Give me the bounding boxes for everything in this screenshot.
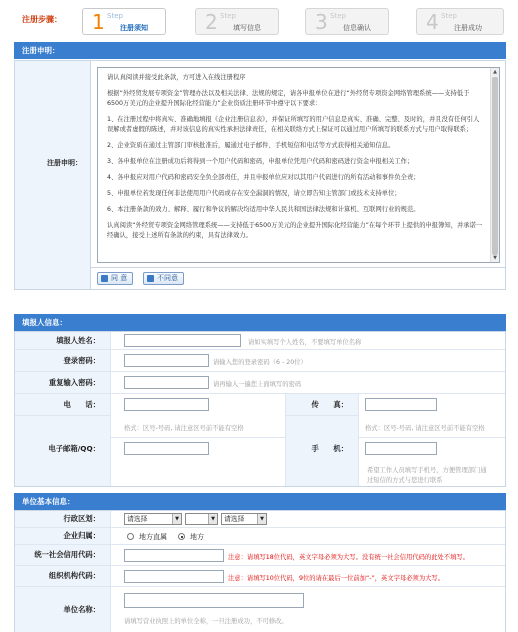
- filler-header: 填报人信息：: [14, 314, 506, 331]
- agreement-label: 注册申明：: [47, 159, 82, 167]
- credit-code-label: 统一社会信用代码：: [34, 550, 100, 559]
- region-blank-select[interactable]: [185, 513, 218, 525]
- password-input[interactable]: [124, 354, 209, 367]
- scrollbar-thumb[interactable]: [492, 77, 498, 255]
- disagree-button[interactable]: 不同意: [143, 272, 184, 285]
- password-confirm-label: 重复输入密码：: [48, 377, 100, 387]
- ownership-option-local: 地方: [190, 533, 204, 541]
- step-number: 2: [205, 10, 218, 34]
- filler-form: [14, 331, 506, 487]
- step-title: 注册成功: [454, 24, 482, 32]
- password-confirm-row: [15, 372, 505, 394]
- filler-name-hint: 请如实填写个人姓名，不要填写单位名称: [248, 339, 362, 346]
- unit-name-hint: 请填写营业执照上的单位全称，一旦注册成功，不可修改。: [124, 618, 288, 625]
- phone-fax-row: [15, 394, 505, 438]
- terms-paragraph: 5、申报单位若发现任何非法使用用户代码或存在安全漏洞的情况，请立即告知主管部门或技术支持单位；: [107, 190, 401, 197]
- password-label: 登录密码：: [63, 355, 100, 365]
- step-en: Step: [220, 12, 236, 20]
- ownership-option-direct: 地方直属: [139, 533, 167, 541]
- agreement-actions: [14, 268, 506, 290]
- phone-label: 电 话：: [63, 399, 100, 409]
- fax-label: 传 真：: [311, 399, 348, 409]
- agreement-panel: [14, 60, 506, 268]
- terms-paragraph: 1、在注册过程中将真实、准确地填报《企业注册信息表》，并保证所填写的用户信息是真实、准确、完整、及时的，并且没有任何引人误解或者虚假的陈述，并对该信息的真实性承担法律责任，在相关联络方式上保证可以通过用户所填写的联系方式与用户取得联系；: [107, 116, 480, 133]
- org-code-label: 组织机构代码：: [48, 571, 100, 580]
- terms-paragraph: 3、各申报单位在注册成功后将得到一个用户代码和密码，申报单位凭用户代码和密码进行资金申报相关工作；: [107, 158, 414, 165]
- unit-header: 单位基本信息：: [14, 493, 506, 510]
- unit-name-label: 单位名称：: [63, 605, 100, 614]
- region-row: [15, 511, 505, 528]
- mobile-hint-line2: 过短信的方式与您进行联系: [367, 477, 443, 484]
- ownership-radio-direct[interactable]: [127, 533, 134, 540]
- ownership-label: 企业归属：: [63, 531, 100, 540]
- filler-name-input[interactable]: [124, 334, 241, 347]
- cross-icon: [147, 275, 154, 282]
- org-code-row: [15, 566, 505, 587]
- password-row: [15, 350, 505, 372]
- chevron-down-icon: ▼: [257, 514, 266, 524]
- step-title: 注册须知: [120, 24, 148, 32]
- agreement-label-cell: [15, 61, 91, 269]
- fax-input[interactable]: [365, 398, 437, 411]
- step-en: Step: [330, 12, 346, 20]
- terms-paragraph: 6、本注册条款的效力、解释、履行和争议的解决均适用中华人民共和国法律法规和计算机、互联网行业的规范。: [107, 206, 420, 213]
- steps-label: 注册步骤：: [22, 15, 62, 24]
- ownership-row: [15, 528, 505, 545]
- unit-form: [14, 510, 506, 632]
- password-confirm-hint: 请再输入一遍您上面填写的密码: [213, 381, 302, 388]
- terms-paragraph: 认真阅读“外经贸专项资金网络管理系统——支持低于6500万美元的企业提升国际化经营能力”在每个环节上提供的申报簿知，并承诺一经确认，接受上述所有条款的约束，具有法律效力。: [107, 222, 483, 239]
- agree-button[interactable]: 同 意: [97, 272, 133, 285]
- credit-code-input[interactable]: [124, 549, 224, 562]
- terms-textarea[interactable]: [97, 67, 500, 263]
- chevron-down-icon: ▼: [208, 514, 217, 524]
- org-code-input[interactable]: [124, 570, 224, 583]
- mobile-label: 手 机：: [311, 444, 348, 453]
- org-code-hint: 注意：请填写10位代码，9位的请在最后一位前加“-”，英文字母必须为大写。: [228, 575, 445, 582]
- fax-hint: 格式：区号-号码, 请注意区号前不能有空格: [365, 425, 485, 432]
- step-1: [82, 8, 166, 35]
- unit-name-input[interactable]: [124, 593, 304, 608]
- step-title: 填写信息: [233, 24, 261, 32]
- filler-name-row: [15, 332, 505, 350]
- phone-input[interactable]: [124, 398, 209, 411]
- step-en: Step: [441, 12, 457, 20]
- password-hint: 请输入您的登录密码（6 - 20位）: [213, 359, 307, 366]
- step-number: 1: [92, 10, 105, 34]
- credit-code-row: [15, 545, 505, 566]
- region-city-select[interactable]: 请选择 ▼: [221, 513, 267, 525]
- terms-paragraph: 请认真阅读并接受此条款，方可进入在线注册程序: [107, 74, 246, 81]
- chevron-down-icon: ▼: [172, 514, 181, 524]
- unit-name-row: [15, 587, 505, 632]
- step-2: [195, 8, 279, 35]
- step-number: 3: [315, 10, 328, 34]
- registration-steps: [0, 0, 518, 40]
- filler-name-label: 填报人姓名：: [56, 335, 100, 345]
- email-label: 电子邮箱/QQ：: [48, 444, 100, 453]
- agreement-header: 注册申明：: [14, 42, 506, 59]
- terms-paragraph: 2、企业资质在通过主管部门审核批准后，履通过电子邮件、手机短信和电话等方式获得相关通知信息。: [107, 142, 395, 149]
- terms-paragraph: 4、各申报应对用户代码和密码安全负全部责任，并且申报单位应对以其用户代码进行的所有活动和事件负全责；: [107, 174, 420, 181]
- step-en: Step: [107, 12, 123, 20]
- region-province-select[interactable]: 请选择 ▼: [124, 513, 182, 525]
- ownership-radio-local[interactable]: [178, 533, 185, 540]
- password-confirm-input[interactable]: [124, 376, 209, 389]
- terms-paragraph: 根据“外经贸发展专项资金”管理办法以及相关法律、法规的规定，请各申报单位在进行“外经贸专项资金网络管理系统——支持低于6500万美元的企业提升国际化经营能力”企业资质注册环节中遵守以下要求：: [107, 90, 470, 107]
- region-label: 行政区划：: [63, 514, 100, 523]
- terms-scrollbar[interactable]: [490, 68, 499, 262]
- scroll-down-icon[interactable]: ▼: [493, 255, 497, 261]
- credit-code-hint: 注意：请填写18位代码，英文字母必须为大写。没有统一社会信用代码的此处不填写。: [228, 554, 469, 561]
- step-4: [416, 8, 504, 35]
- scroll-up-icon[interactable]: ▲: [493, 69, 497, 75]
- email-mobile-row: [15, 438, 505, 486]
- step-number: 4: [426, 10, 439, 34]
- email-input[interactable]: [124, 442, 209, 455]
- mobile-input[interactable]: [365, 442, 437, 455]
- mobile-hint-line1: 希望工作人员填写手机号，方便管理部门通: [367, 467, 487, 474]
- check-icon: [101, 275, 108, 282]
- step-3: [305, 8, 389, 35]
- step-title: 信息确认: [343, 24, 371, 32]
- phone-hint: 格式：区号-号码, 请注意区号前不能有空格: [124, 425, 244, 432]
